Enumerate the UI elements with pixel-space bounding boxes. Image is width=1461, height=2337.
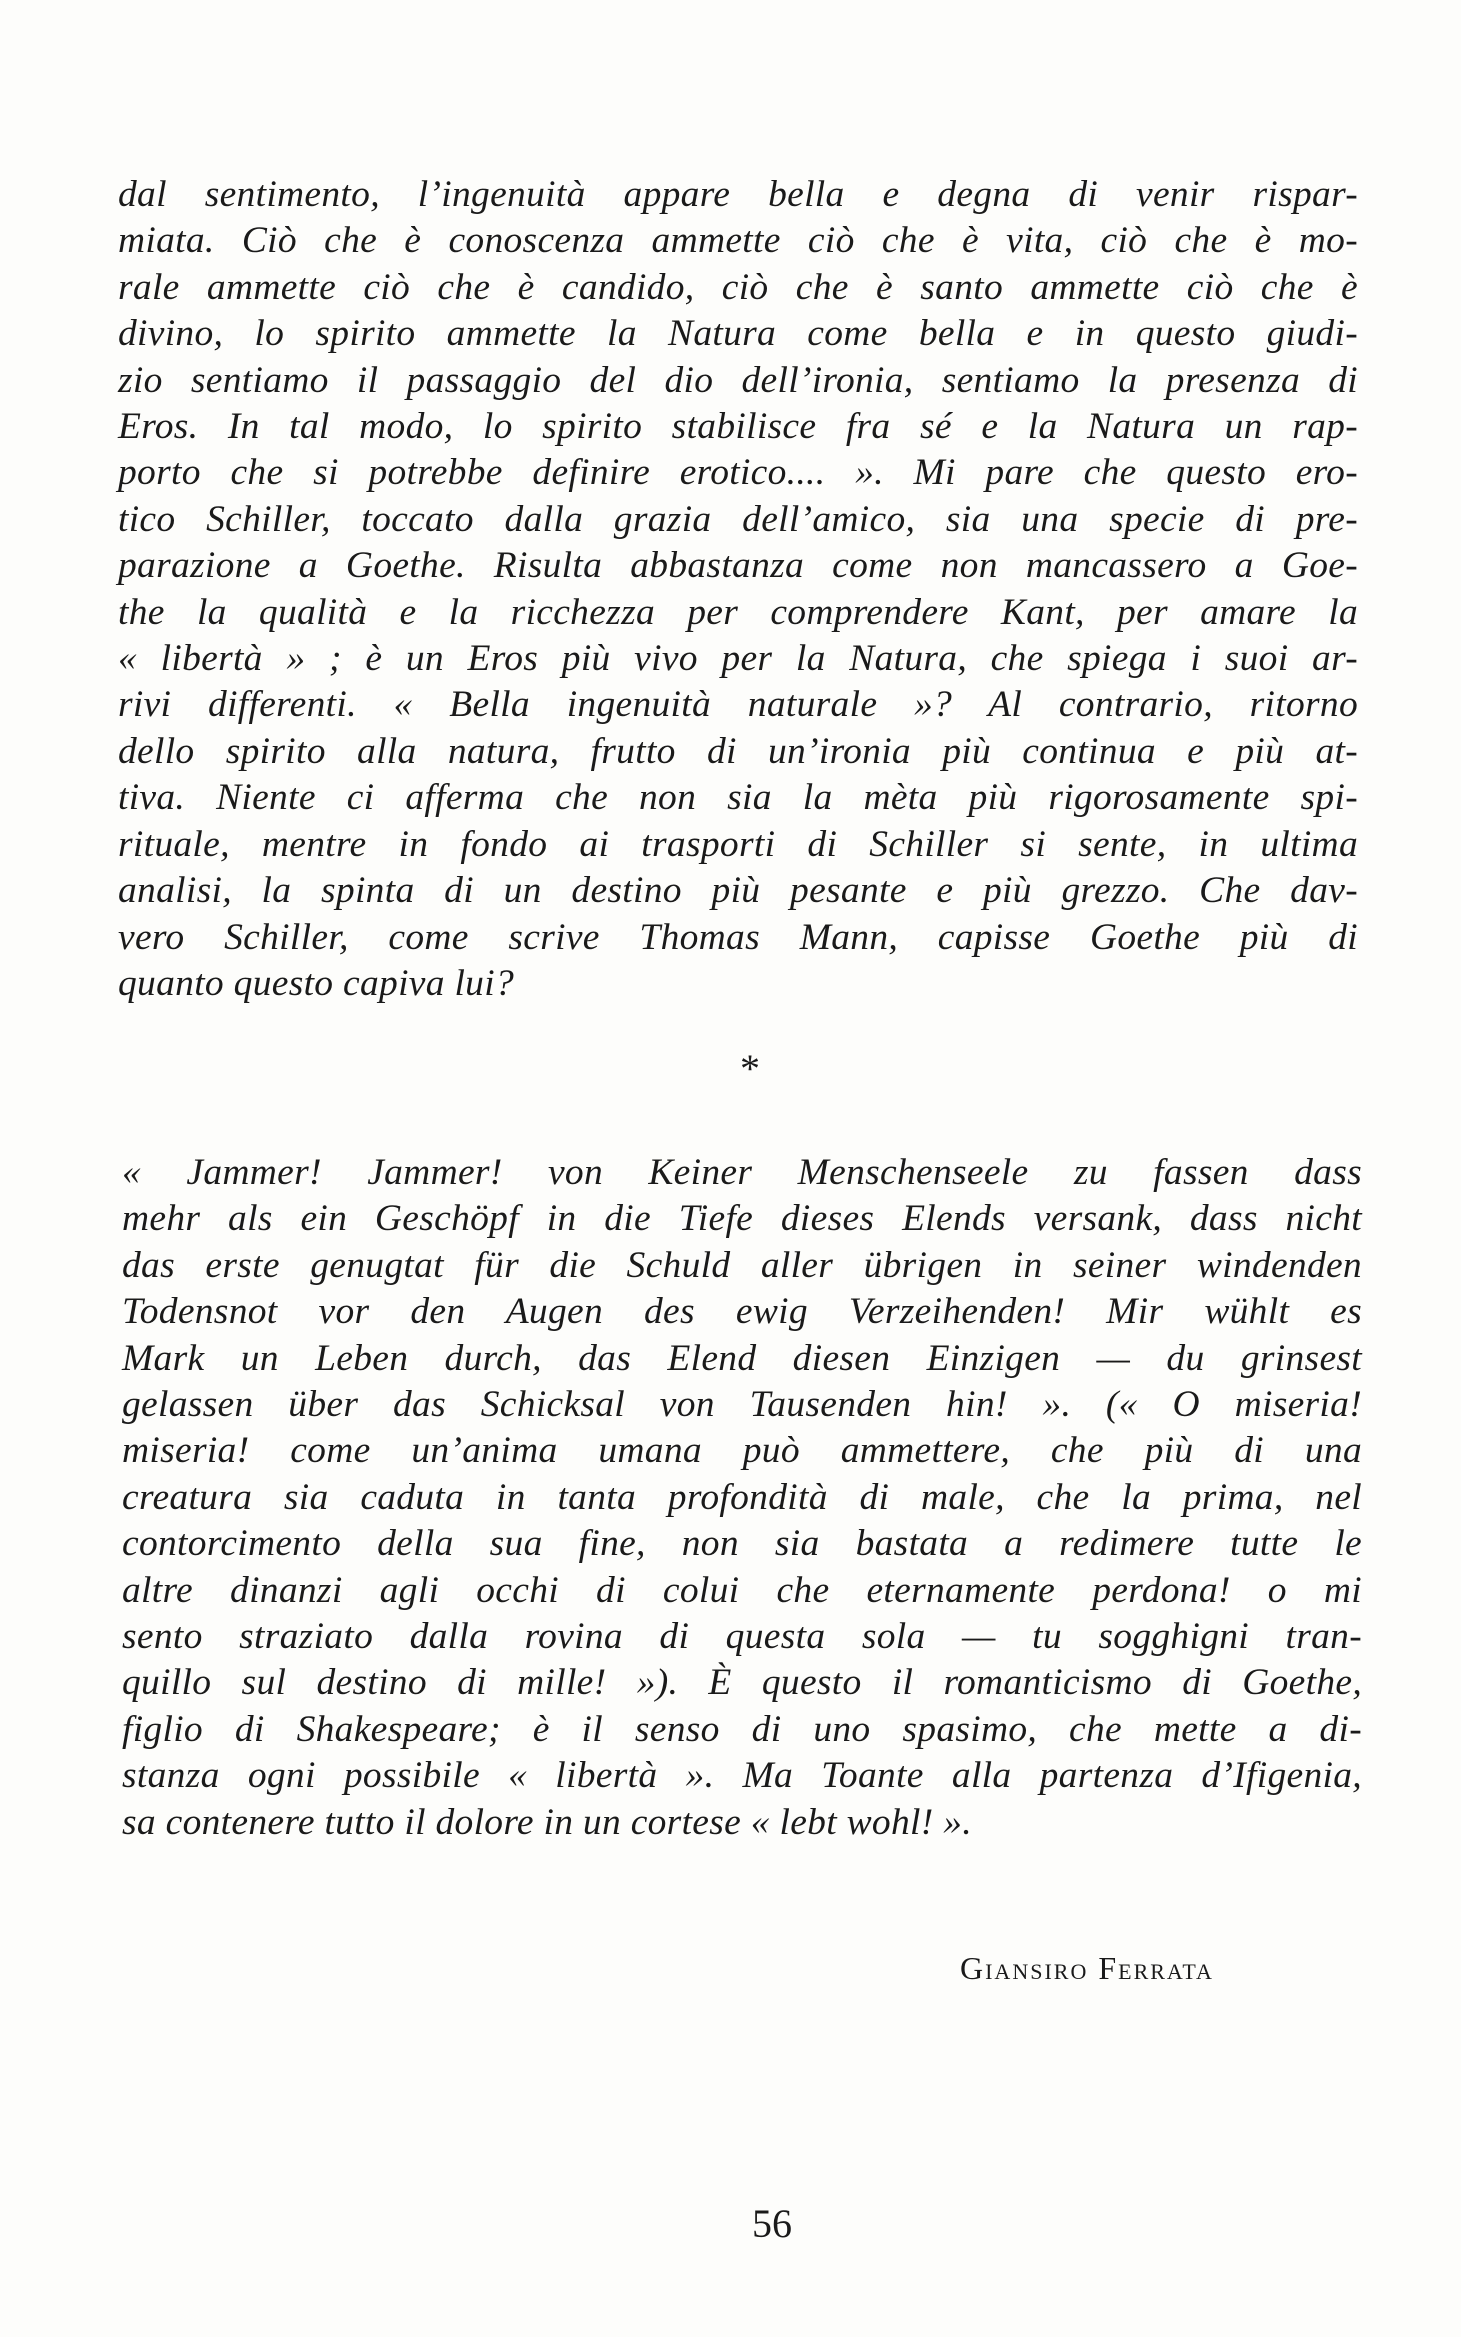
- text-line: dello spirito alla natura, frutto di un’ironia più continua e più at-: [118, 730, 1358, 772]
- text-line: zio sentiamo il passaggio del dio dell’ironia, sentiamo la presenza di: [118, 359, 1358, 401]
- text-line: miata. Ciò che è conoscenza ammette ciò che è vita, ciò che è mo-: [118, 220, 1358, 262]
- text-line: parazione a Goethe. Risulta abbastanza come non mancassero a Goe-: [118, 545, 1358, 587]
- text-line: mehr als ein Geschöpf in die Tiefe dieses Elends versank, dass nicht: [122, 1198, 1362, 1240]
- text-line: contorcimento della sua fine, non sia bastata a redimere tutte le: [122, 1523, 1362, 1565]
- text-line: gelassen über das Schicksal von Tausenden hin! ». (« O miseria!: [122, 1384, 1362, 1426]
- text-line: stanza ogni possibile « libertà ». Ma Toante alla partenza d’Ifigenia,: [122, 1755, 1362, 1797]
- text-line: « libertà » ; è un Eros più vivo per la Natura, che spiega i suoi ar-: [118, 638, 1358, 680]
- paragraph-2: [122, 1150, 1362, 1846]
- text-line: das erste genugtat für die Schuld aller übrigen in seiner windenden: [122, 1244, 1362, 1286]
- text-line: altre dinanzi agli occhi di colui che eternamente perdona! o mi: [122, 1569, 1362, 1611]
- text-line: « Jammer! Jammer! von Keiner Menschenseele zu fassen dass: [122, 1152, 1362, 1193]
- page-number: 56: [752, 2201, 792, 2246]
- paragraph-1: [118, 172, 1358, 1007]
- text-line: creatura sia caduta in tanta profondità di male, che la prima, nel: [122, 1476, 1362, 1518]
- text-line: quillo sul destino di mille! »). È questo il romanticismo di Goethe,: [122, 1662, 1362, 1704]
- text-line: porto che si potrebbe definire erotico.... ». Mi pare che questo ero-: [118, 452, 1358, 494]
- text-line: tico Schiller, toccato dalla grazia dell’amico, sia una specie di pre-: [118, 498, 1358, 540]
- text-line: rale ammette ciò che è candido, ciò che è santo ammette ciò che è: [118, 266, 1358, 308]
- text-line: dal sentimento, l’ingenuità appare bella e degna di venir rispar-: [118, 174, 1358, 215]
- text-line: Eros. In tal modo, lo spirito stabilisce fra sé e la Natura un rap-: [118, 406, 1358, 448]
- text-line: rivi differenti. « Bella ingenuità naturale »? Al contrario, ritorno: [118, 684, 1358, 726]
- text-line: rituale, mentre in fondo ai trasporti di Schiller si sente, in ultima: [118, 823, 1358, 865]
- section-separator: *: [740, 1046, 760, 1091]
- text-line: analisi, la spinta di un destino più pesante e più grezzo. Che dav-: [118, 870, 1358, 912]
- text-line: vero Schiller, come scrive Thomas Mann, capisse Goethe più di: [118, 916, 1358, 958]
- text-line: quanto questo capiva lui?: [118, 962, 514, 1004]
- text-line: miseria! come un’anima umana può ammettere, che più di una: [122, 1430, 1362, 1472]
- text-line: divino, lo spirito ammette la Natura come bella e in questo giudi-: [118, 313, 1358, 355]
- text-line: tiva. Niente ci afferma che non sia la mèta più rigorosamente spi-: [118, 777, 1358, 819]
- text-line: sento straziato dalla rovina di questa sola — tu sogghigni tran-: [122, 1616, 1362, 1658]
- text-line: figlio di Shakespeare; è il senso di uno spasimo, che mette a di-: [122, 1708, 1362, 1750]
- text-line: Todensnot vor den Augen des ewig Verzeihenden! Mir wühlt es: [122, 1291, 1362, 1333]
- author-signature: Giansiro Ferrata: [960, 1950, 1214, 1986]
- text-line: the la qualità e la ricchezza per comprendere Kant, per amare la: [118, 591, 1358, 633]
- text-line: Mark un Leben durch, das Elend diesen Einzigen — du grinsest: [122, 1337, 1362, 1379]
- text-line: sa contenere tutto il dolore in un cortese « lebt wohl! ».: [122, 1801, 972, 1843]
